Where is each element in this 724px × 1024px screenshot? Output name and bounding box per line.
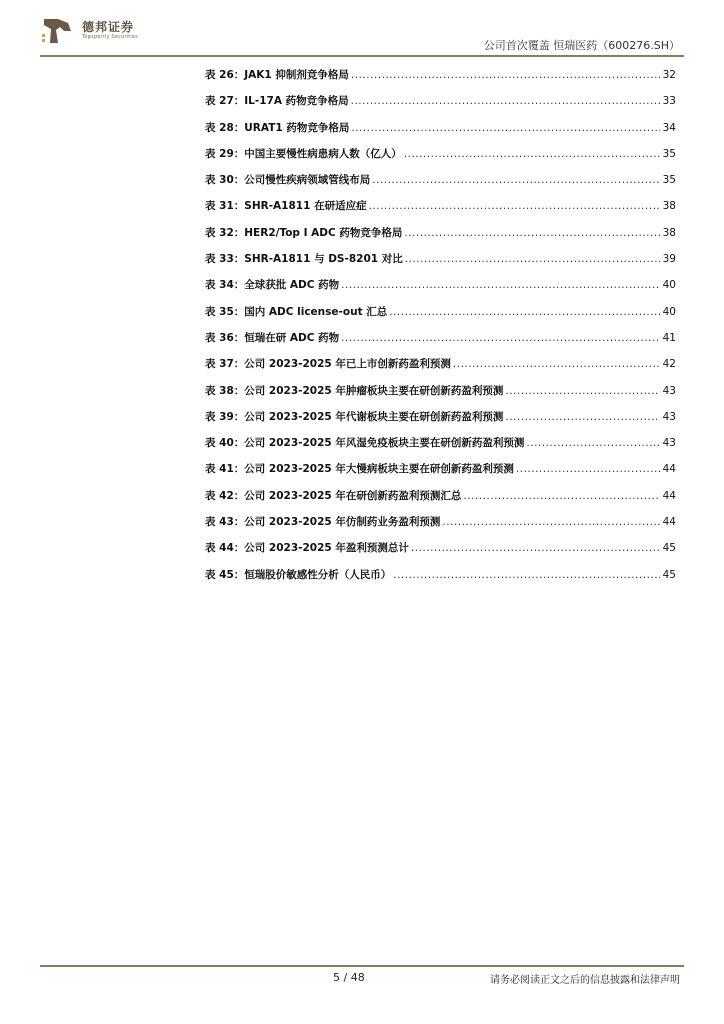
toc-entry-label: 表 27：IL-17A 药物竞争格局 [205, 95, 349, 108]
toc-leader-dots [516, 463, 660, 475]
toc-entry-label: 表 36：恒瑞在研 ADC 药物 [205, 331, 340, 344]
toc-leader-dots [389, 306, 660, 318]
toc-entry-label: 表 30：公司慢性疾病领域管线布局 [205, 174, 371, 187]
footer-divider [40, 965, 684, 967]
toc-leader-dots [369, 200, 660, 212]
logo-english-name: Topsperity Securities [82, 34, 139, 40]
toc-row[interactable] [205, 304, 676, 330]
toc-row[interactable] [205, 461, 676, 487]
toc-row[interactable] [205, 383, 676, 409]
header-divider [40, 55, 684, 57]
toc-row[interactable] [205, 409, 676, 435]
toc-entry-label: 表 34：全球获批 ADC 药物 [205, 279, 340, 292]
toc-leader-dots [463, 490, 660, 502]
toc-leader-dots [351, 95, 660, 107]
toc-row[interactable] [205, 330, 676, 356]
table-of-tables [205, 67, 676, 593]
toc-row[interactable] [205, 540, 676, 566]
toc-leader-dots [372, 174, 660, 186]
toc-page-number: 40 [662, 305, 676, 318]
toc-row[interactable] [205, 198, 676, 224]
toc-row[interactable] [205, 67, 676, 93]
toc-row[interactable] [205, 251, 676, 277]
toc-leader-dots [393, 569, 660, 581]
toc-row[interactable] [205, 93, 676, 119]
toc-entry-label: 表 28：URAT1 药物竞争格局 [205, 121, 350, 134]
toc-entry-label: 表 37：公司 2023-2025 年已上市创新药盈利预测 [205, 358, 451, 371]
toc-page-number: 40 [662, 279, 676, 292]
toc-page-number: 34 [662, 121, 676, 134]
toc-entry-label: 表 38：公司 2023-2025 年肿瘤板块主要在研创新药盈利预测 [205, 384, 504, 397]
disclaimer-note: 请务必阅读正文之后的信息披露和法律声明 [490, 975, 680, 986]
toc-entry-label: 表 41：公司 2023-2025 年大慢病板块主要在研创新药盈利预测 [205, 463, 514, 476]
toc-entry-label: 表 45：恒瑞股价敏感性分析（人民币） [205, 568, 392, 581]
toc-page-number: 43 [662, 437, 676, 450]
toc-page-number: 43 [662, 410, 676, 423]
toc-page-number: 39 [662, 253, 676, 266]
toc-row[interactable] [205, 514, 676, 540]
toc-entry-label: 表 33：SHR-A1811 与 DS-8201 对比 [205, 253, 403, 266]
toc-page-number: 44 [662, 463, 676, 476]
toc-row[interactable] [205, 435, 676, 461]
toc-entry-label: 表 32：HER2/Top I ADC 药物竞争格局 [205, 226, 403, 239]
toc-row[interactable] [205, 488, 676, 514]
report-title: 公司首次覆盖 恒瑞医药（600276.SH） [483, 39, 680, 52]
toc-entry-label: 表 29：中国主要慢性病患病人数（亿人） [205, 147, 402, 160]
toc-page-number: 41 [662, 331, 676, 344]
toc-row[interactable] [205, 172, 676, 198]
toc-page-number: 38 [662, 226, 676, 239]
toc-row[interactable] [205, 567, 676, 593]
toc-leader-dots [453, 358, 660, 370]
toc-leader-dots [341, 332, 660, 344]
toc-leader-dots [351, 69, 660, 81]
logo-chinese-name: 德邦证券 [82, 20, 135, 34]
toc-leader-dots [505, 385, 660, 397]
toc-leader-dots [411, 542, 660, 554]
toc-entry-label: 表 31：SHR-A1811 在研适应症 [205, 200, 367, 213]
toc-leader-dots [526, 437, 660, 449]
toc-page-number: 35 [662, 147, 676, 160]
toc-entry-label: 表 40：公司 2023-2025 年风湿免疫板块主要在研创新药盈利预测 [205, 437, 525, 450]
toc-row[interactable] [205, 356, 676, 382]
toc-entry-label: 表 42：公司 2023-2025 年在研创新药盈利预测汇总 [205, 489, 462, 502]
toc-leader-dots [505, 411, 660, 423]
toc-entry-label: 表 35：国内 ADC license-out 汇总 [205, 305, 388, 318]
toc-row[interactable] [205, 146, 676, 172]
toc-row[interactable] [205, 277, 676, 303]
toc-page-number: 42 [662, 358, 676, 371]
toc-entry-label: 表 39：公司 2023-2025 年代谢板块主要在研创新药盈利预测 [205, 410, 504, 423]
toc-leader-dots [442, 516, 660, 528]
toc-page-number: 35 [662, 174, 676, 187]
toc-page-number: 45 [662, 542, 676, 555]
page-number: 5 / 48 [333, 971, 365, 984]
toc-entry-label: 表 26：JAK1 抑制剂竞争格局 [205, 69, 349, 81]
toc-row[interactable] [205, 120, 676, 146]
toc-page-number: 43 [662, 384, 676, 397]
company-logo [40, 13, 160, 53]
toc-leader-dots [341, 279, 660, 291]
toc-page-number: 38 [662, 200, 676, 213]
toc-leader-dots [351, 122, 660, 134]
toc-page-number: 32 [662, 69, 676, 81]
toc-page-number: 44 [662, 489, 676, 502]
logo-mark-icon [40, 13, 76, 49]
toc-entry-label: 表 43：公司 2023-2025 年仿制药业务盈利预测 [205, 516, 441, 529]
toc-leader-dots [404, 148, 660, 160]
toc-entry-label: 表 44：公司 2023-2025 年盈利预测总计 [205, 542, 409, 555]
toc-leader-dots [404, 227, 660, 239]
toc-row[interactable] [205, 225, 676, 251]
toc-leader-dots [405, 253, 660, 265]
toc-page-number: 44 [662, 516, 676, 529]
toc-page-number: 45 [662, 568, 676, 581]
toc-page-number: 33 [662, 95, 676, 108]
page-header [0, 0, 724, 60]
